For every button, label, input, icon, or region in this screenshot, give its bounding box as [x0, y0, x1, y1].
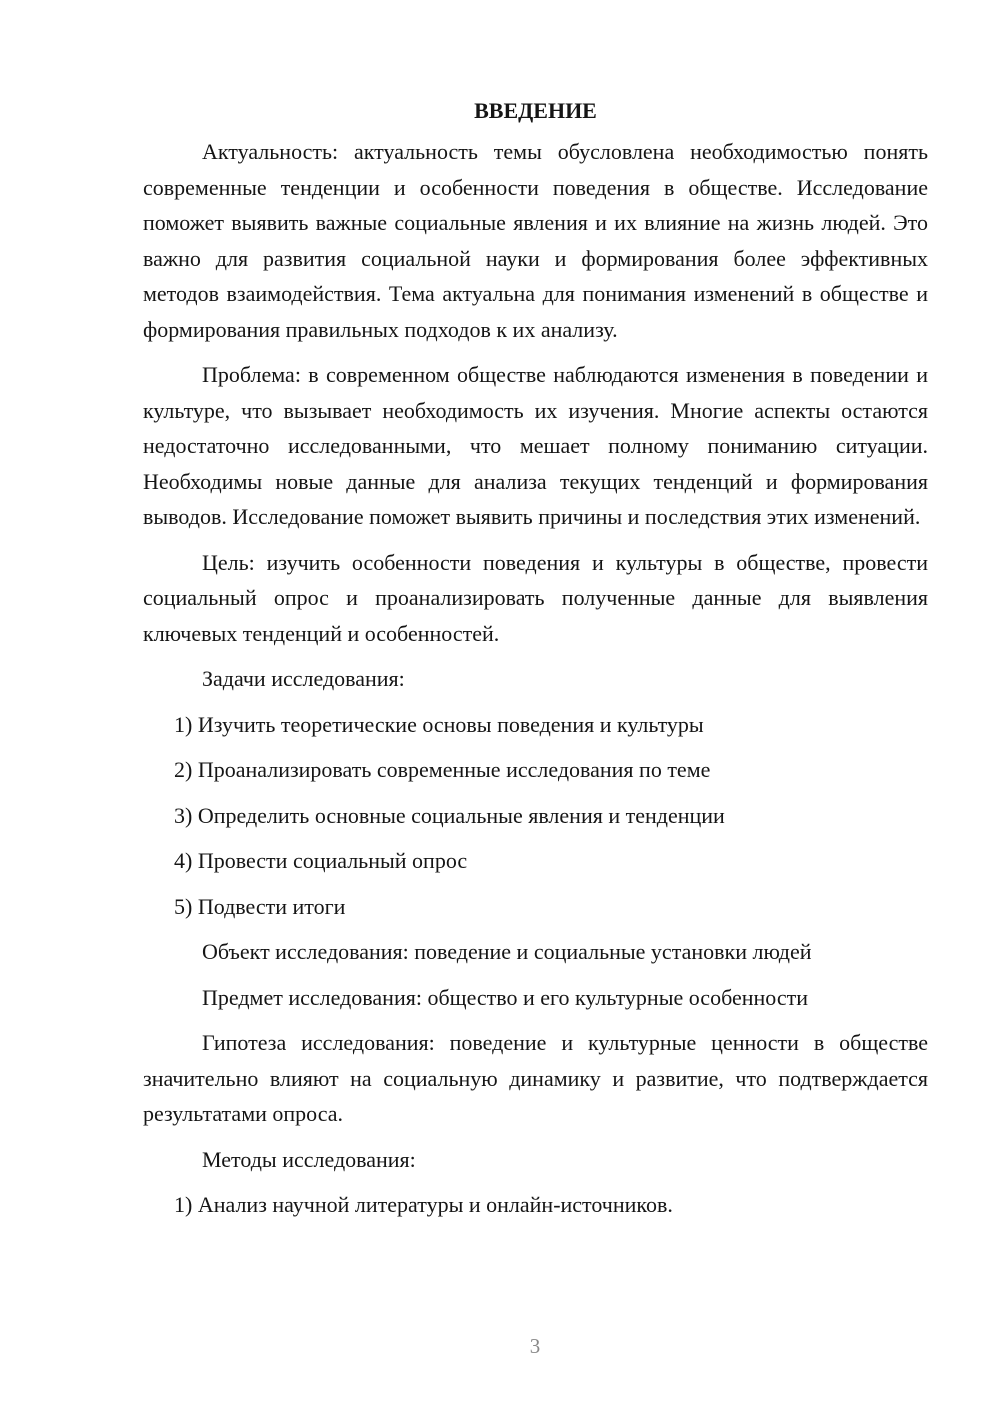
goal-paragraph: Цель: изучить особенности поведения и культуры в обществе, провести социальный опрос и проанализировать полученные данные для выявления ключевых тенденций и особенностей. — [143, 549, 928, 646]
task-item: 3) Определить основные социальные явления и тенденции — [174, 802, 725, 828]
task-item: 4) Провести социальный опрос — [174, 848, 468, 873]
section-heading: ВВЕДЕНИЕ — [474, 98, 597, 123]
page-number: 3 — [529, 1334, 541, 1358]
task-item: 2) Проанализировать современные исследования по теме — [174, 757, 711, 782]
methods-list — [143, 1187, 928, 1223]
research-subject: Предмет исследования: общество и его культурные особенности — [202, 984, 808, 1010]
research-object: Объект исследования: поведение и социальные установки людей — [202, 939, 812, 964]
document-body — [143, 96, 928, 1233]
hypothesis-paragraph: Гипотеза исследования: поведение и культурные ценности в обществе значительно влияют на социальную динамику и развитие, что подтверждается результатами опроса. — [143, 1030, 928, 1126]
method-item: 1) Анализ научной литературы и онлайн-источников. — [174, 1192, 673, 1217]
problem-paragraph: Проблема: в современном обществе наблюдаются изменения в поведении и культуре, что вызывает необходимость их изучения. Многие аспекты остаются недостаточно исследованными, что мешает полному пониманию ситуации. Необходимы новые данные для анализа текущих тенденций и формирования выводов. Исследование поможет выявить причины и последствия этих изменений. — [143, 362, 928, 529]
tasks-list — [143, 707, 928, 925]
tasks-title: Задачи исследования: — [202, 666, 405, 691]
relevance-paragraph: Актуальность: актуальность темы обусловлена необходимостью понять современные тенденции и особенности поведения в обществе. Исследование поможет выявить важные социальные явления и их влияние на жизнь людей. Это важно для развития социальной науки и формирования более эффективных методов взаимодействия. Тема актуальна для понимания изменений в обществе и формирования правильных подходов к их анализу. — [143, 139, 928, 342]
task-item: 1) Изучить теоретические основы поведения и культуры — [174, 711, 704, 737]
methods-title: Методы исследования: — [202, 1146, 416, 1172]
task-item: 5) Подвести итоги — [174, 893, 346, 919]
